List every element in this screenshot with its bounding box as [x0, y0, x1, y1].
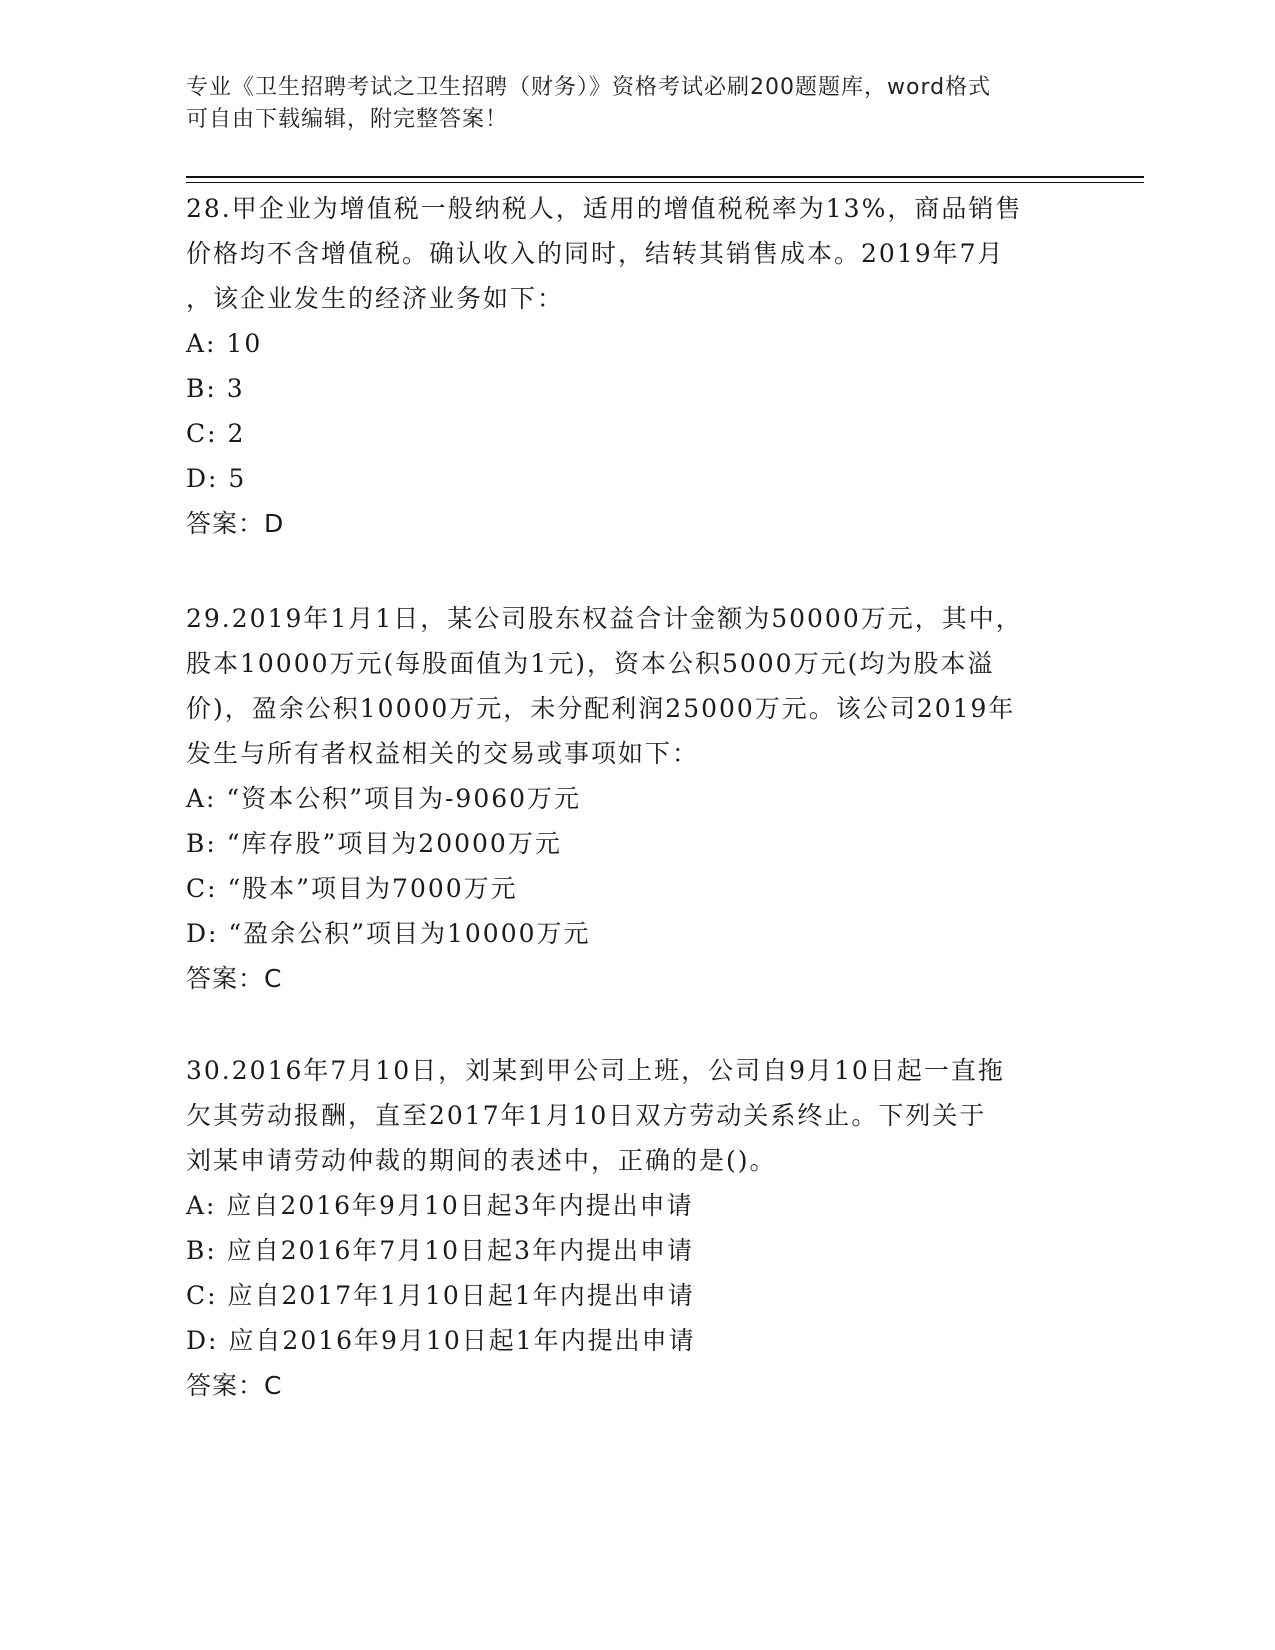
- question-stem-line: 价)，盈余公积10000万元，未分配利润25000万元。该公司2019年: [186, 694, 1016, 723]
- document-header: [186, 72, 1086, 136]
- question-28: [186, 186, 1066, 546]
- option-b: B: “库存股”项目为20000万元: [186, 829, 562, 858]
- option-c: C: 应自2017年1月10日起1年内提出申请: [186, 1281, 695, 1310]
- question-stem-line: 刘某申请劳动仲裁的期间的表述中，正确的是()。: [186, 1146, 777, 1175]
- question-stem-line: 欠其劳动报酬，直至2017年1月10日双方劳动关系终止。下列关于: [186, 1101, 987, 1130]
- option-a: A: 应自2016年9月10日起3年内提出申请: [186, 1191, 694, 1220]
- header-divider-thin: [186, 182, 1144, 183]
- option-c: C: “股本”项目为7000万元: [186, 874, 518, 903]
- header-line-1: 专业《卫生招聘考试之卫生招聘（财务）》资格考试必刷200题题库，word格式: [186, 75, 992, 100]
- question-29: [186, 596, 1066, 1001]
- question-30: [186, 1048, 1066, 1408]
- question-stem-line: 股本10000万元(每股面值为1元)，资本公积5000万元(均为股本溢: [186, 649, 995, 678]
- question-stem-line: 价格均不含增值税。确认收入的同时，结转其销售成本。2019年7月: [186, 239, 1005, 268]
- answer-line: 答案：C: [186, 1371, 283, 1400]
- answer-line: 答案：D: [186, 509, 285, 538]
- option-a: A: “资本公积”项目为-9060万元: [186, 784, 582, 813]
- question-stem-line: 发生与所有者权益相关的交易或事项如下：: [186, 739, 700, 768]
- option-a: A: 10: [186, 329, 263, 358]
- question-stem-line: 28.甲企业为增值税一般纳税人，适用的增值税税率为13%，商品销售: [186, 194, 1023, 223]
- option-b: B: 3: [186, 374, 245, 403]
- question-stem-line: ，该企业发生的经济业务如下：: [186, 284, 565, 313]
- option-b: B: 应自2016年7月10日起3年内提出申请: [186, 1236, 694, 1265]
- header-line-2: 可自由下载编辑，附完整答案！: [186, 107, 509, 132]
- option-d: D: “盈余公积”项目为10000万元: [186, 919, 591, 948]
- option-c: C: 2: [186, 419, 246, 448]
- option-d: D: 应自2016年9月10日起1年内提出申请: [186, 1326, 696, 1355]
- option-d: D: 5: [186, 464, 247, 493]
- header-divider-thick: [186, 176, 1144, 178]
- question-stem-line: 30.2016年7月10日，刘某到甲公司上班，公司自9月10日起一直拖: [186, 1056, 1005, 1085]
- question-stem-line: 29.2019年1月1日，某公司股东权益合计金额为50000万元，其中，: [186, 604, 1023, 633]
- answer-line: 答案：C: [186, 964, 283, 993]
